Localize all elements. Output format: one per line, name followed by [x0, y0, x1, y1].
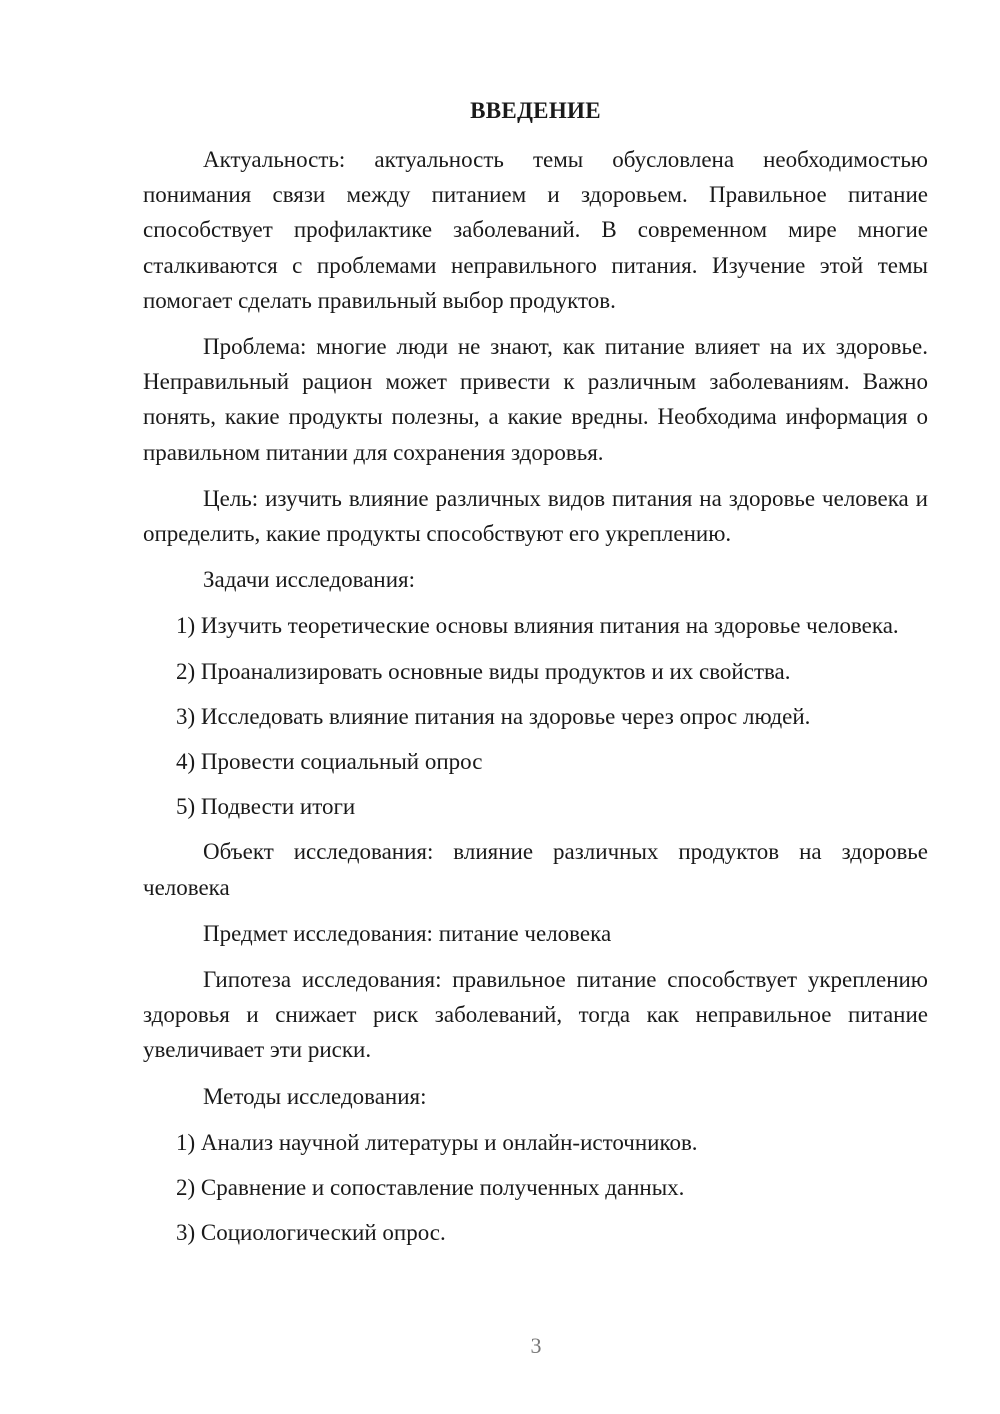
goal-paragraph: Цель: изучить влияние различных видов питания на здоровье человека и определить, какие продукты способствуют его укреплению.: [143, 485, 928, 547]
problem-paragraph: Проблема: многие люди не знают, как питание влияет на их здоровье. Неправильный рацион может привести к различным заболеваниям. Важно понять, какие продукты полезны, а какие вредны. Необходима информация о правильном питании для сохранения здоровья.: [143, 334, 928, 465]
hypothesis-paragraph: Гипотеза исследования: правильное питание способствует укреплению здоровья и снижает риск заболеваний, тогда как неправильное питание увеличивает эти риски.: [143, 967, 928, 1063]
object-paragraph: Объект исследования: влияние различных продуктов на здоровье человека: [143, 839, 928, 900]
task-item: 1) Изучить теоретические основы влияния питания на здоровье человека.: [176, 613, 899, 639]
method-item: 3) Социологический опрос.: [176, 1220, 446, 1246]
task-item: 2) Проанализировать основные виды продуктов и их свойства.: [176, 658, 791, 684]
task-item: 3) Исследовать влияние питания на здоровье через опрос людей.: [176, 703, 811, 729]
tasks-heading: Задачи исследования:: [203, 567, 416, 593]
task-item: 5) Подвести итоги: [176, 794, 356, 820]
subject-paragraph: Предмет исследования: питание человека: [203, 920, 612, 946]
method-item: 2) Сравнение и сопоставление полученных данных.: [176, 1175, 685, 1201]
methods-heading: Методы исследования:: [203, 1083, 427, 1109]
method-item: 1) Анализ научной литературы и онлайн-источников.: [176, 1129, 698, 1155]
page-content: [143, 94, 928, 1260]
task-item: 4) Провести социальный опрос: [176, 749, 483, 775]
relevance-paragraph: Актуальность: актуальность темы обусловлена необходимостью понимания связи между питанием и здоровьем. Правильное питание способствует профилактике заболеваний. В современном мире многие сталкиваются с проблемами неправильного питания. Изучение этой темы помогает сделать правильный выбор продуктов.: [143, 147, 928, 313]
page-number: 3: [530, 1333, 542, 1358]
section-title: ВВЕДЕНИЕ: [470, 98, 601, 123]
